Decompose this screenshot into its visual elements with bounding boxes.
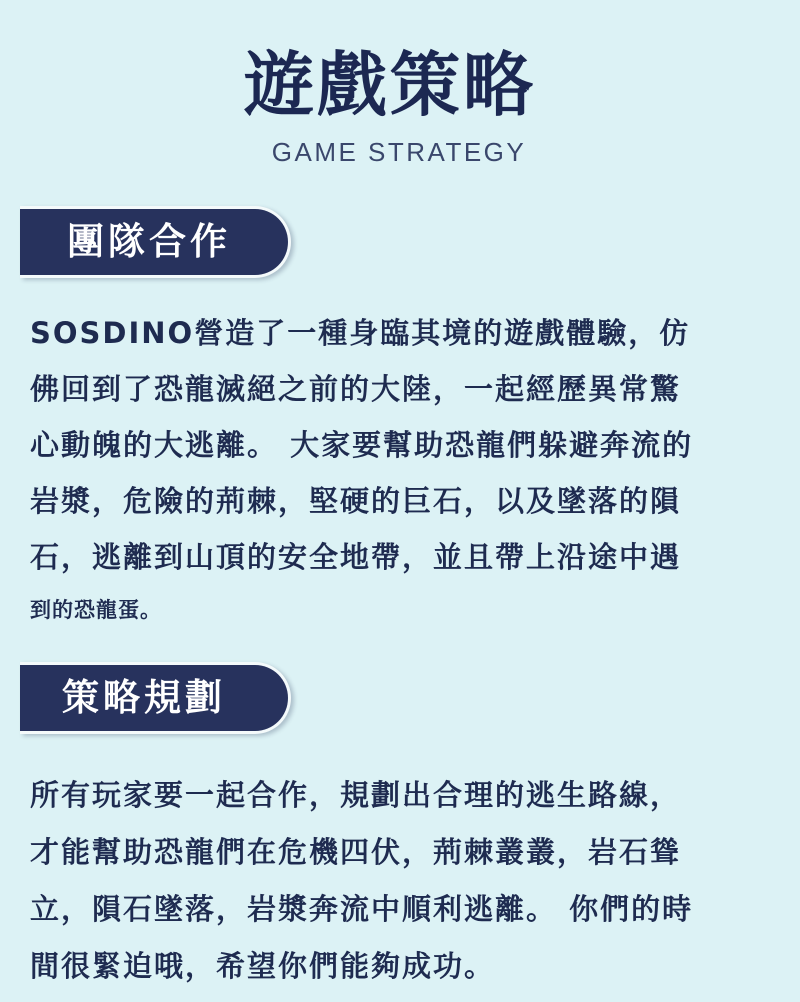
section-heading-teamwork: 團隊合作 [67, 220, 231, 263]
paragraph-line: SOSDINO營造了一種身臨其境的遊戲體驗，仿 [30, 316, 691, 350]
paragraph-line: 心動魄的大逃離。 大家要幫助恐龍們躲避奔流的 [30, 428, 694, 462]
paragraph-line: 所有玩家要一起合作，規劃出合理的逃生路線， [30, 778, 682, 812]
section-body-teamwork [30, 305, 780, 635]
section-heading-strategy: 策略規劃 [62, 676, 226, 719]
paragraph-line: 立，隕石墜落，岩漿奔流中順利逃離。 你們的時 [30, 892, 694, 926]
section-body-strategy [30, 767, 780, 995]
section-tab-strategy [20, 662, 291, 734]
page-subtitle: GAME STRATEGY [271, 137, 527, 167]
paragraph-line: 石，逃離到山頂的安全地帶，並且帶上沿途中遇 [30, 540, 682, 574]
paragraph-line: 到的恐龍蛋。 [30, 598, 162, 622]
paragraph-line: 岩漿，危險的荊棘，堅硬的巨石，以及墜落的隕 [30, 484, 682, 518]
paragraph-line: 間很緊迫哦，希望你們能夠成功。 [30, 949, 496, 983]
page-title: 遊戲策略 [244, 44, 536, 126]
paragraph-line: 才能幫助恐龍們在危機四伏，荊棘叢叢，岩石聳 [30, 835, 682, 869]
paragraph-line: 佛回到了恐龍滅絕之前的大陸，一起經歷異常驚 [30, 372, 682, 406]
section-tab-teamwork [20, 206, 291, 278]
